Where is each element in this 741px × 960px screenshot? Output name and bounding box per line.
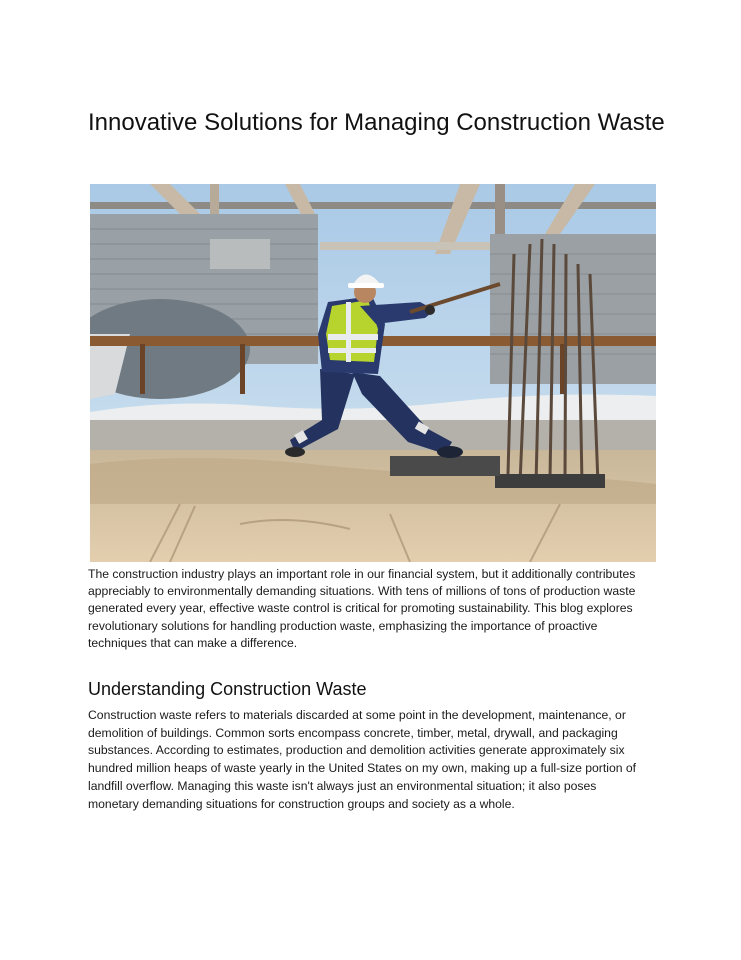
- construction-worker-illustration: [90, 184, 656, 562]
- hero-image: [90, 184, 656, 562]
- section-paragraph: Construction waste refers to materials discarded at some point in the development, maintenance, or demolition of buildings. Common sorts encompass concrete, timber, metal, drywall, and packaging substances. According to estimates, production and demolition activities generate approximately six hundred million heaps of waste yearly in the United States on my own, making up a full-size portion of landfill overflow. Managing this waste isn't always just an environmental situation; it also poses monetary demanding situations for construction groups and society as a whole.: [88, 708, 637, 811]
- intro-paragraph: The construction industry plays an important role in our financial system, but it additionally contributes appreciably to environmentally demanding situations. With tens of millions of tons of production waste generated every year, effective waste control is critical for promoting sustainability. This blog explores revolutionary solutions for handling production waste, emphasizing the importance of proactive techniques that can make a difference.: [88, 567, 636, 650]
- article-title: Innovative Solutions for Managing Construction Waste: [88, 109, 665, 136]
- section-heading: Understanding Construction Waste: [88, 679, 367, 699]
